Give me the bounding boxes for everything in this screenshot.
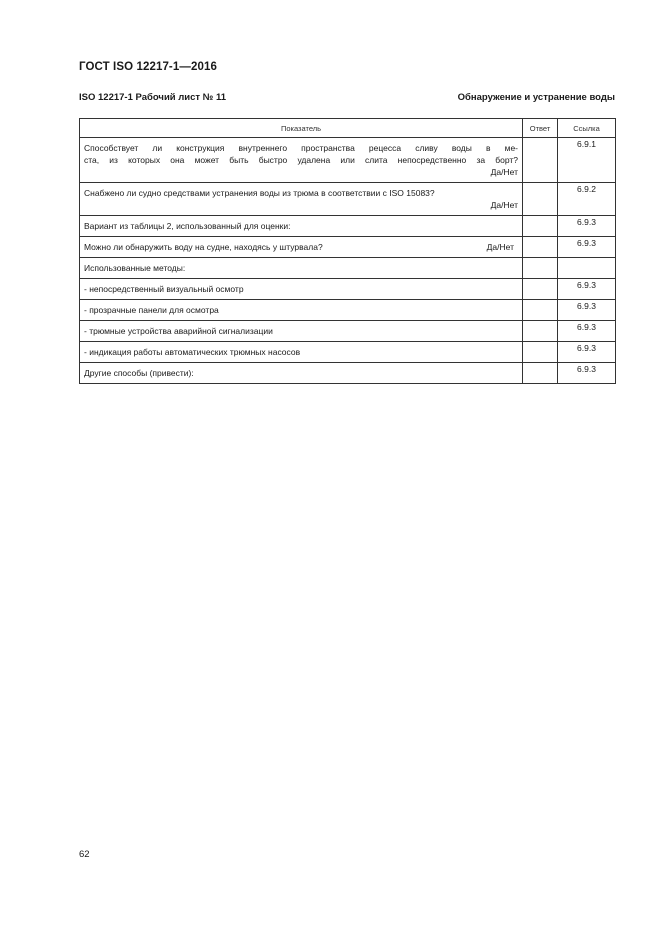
- column-header-reference: Ссылка: [558, 119, 616, 138]
- table-header-row: [80, 119, 616, 138]
- column-header-indicator: Показатель: [80, 119, 523, 138]
- reference-cell: 6.9.3: [558, 342, 616, 363]
- standard-title: ГОСТ ISO 12217-1—2016: [79, 61, 217, 73]
- answer-cell: [523, 258, 558, 279]
- indicator-cell: [80, 342, 523, 363]
- answer-cell[interactable]: [523, 216, 558, 237]
- reference-cell: 6.9.2: [558, 183, 616, 216]
- column-header-answer: Ответ: [523, 119, 558, 138]
- indicator-cell: [80, 183, 523, 216]
- reference-cell: [558, 258, 616, 279]
- reference-cell: 6.9.3: [558, 363, 616, 384]
- reference-cell: 6.9.3: [558, 279, 616, 300]
- yes-no-label: Да/Нет: [486, 242, 514, 252]
- answer-cell[interactable]: [523, 363, 558, 384]
- answer-cell[interactable]: [523, 342, 558, 363]
- reference-cell: 6.9.1: [558, 138, 616, 183]
- indicator-cell: [80, 138, 523, 183]
- table-row: [80, 237, 616, 258]
- question-text-line: Снабжено ли судно средствами устранения воды из трюма в соответствии с ISO 15083?: [84, 188, 435, 198]
- answer-cell[interactable]: [523, 183, 558, 216]
- table-row: [80, 258, 616, 279]
- reference-cell: 6.9.3: [558, 216, 616, 237]
- reference-cell: 6.9.3: [558, 237, 616, 258]
- question-text: Вариант из таблицы 2, использованный для оценки:: [84, 221, 291, 231]
- worksheet-title: ISO 12217-1 Рабочий лист № 11: [79, 92, 226, 103]
- indicator-cell: [80, 321, 523, 342]
- table-row: [80, 183, 616, 216]
- page-number: 62: [79, 849, 90, 860]
- worksheet-table: [79, 118, 616, 384]
- method-item: - прозрачные панели для осмотра: [84, 305, 219, 315]
- table-row: [80, 363, 616, 384]
- yes-no-label: Да/Нет: [490, 167, 518, 177]
- reference-cell: 6.9.3: [558, 321, 616, 342]
- answer-cell[interactable]: [523, 237, 558, 258]
- table-row: [80, 279, 616, 300]
- table-row: [80, 300, 616, 321]
- table-row: [80, 342, 616, 363]
- table-row: [80, 216, 616, 237]
- indicator-cell: [80, 258, 523, 279]
- answer-cell[interactable]: [523, 300, 558, 321]
- indicator-cell: [80, 237, 523, 258]
- method-item: - трюмные устройства аварийной сигнализации: [84, 326, 273, 336]
- question-text: Можно ли обнаружить воду на судне, находясь у штурвала?: [84, 242, 323, 252]
- indicator-cell: [80, 216, 523, 237]
- yes-no-label: Да/Нет: [490, 200, 518, 210]
- indicator-cell: [80, 279, 523, 300]
- indicator-cell: [80, 300, 523, 321]
- answer-cell[interactable]: [523, 138, 558, 183]
- method-item: - непосредственный визуальный осмотр: [84, 284, 244, 294]
- question-text: Другие способы (привести):: [84, 368, 194, 378]
- question-text-line: ста, из которых она может быть быстро удалена или слита непосредственно за борт?: [84, 155, 518, 165]
- answer-cell[interactable]: [523, 321, 558, 342]
- answer-cell[interactable]: [523, 279, 558, 300]
- question-text-line: Способствует ли конструкция внутреннего пространства рецесса сливу воды в ме-: [84, 143, 518, 153]
- worksheet-topic: Обнаружение и устранение воды: [457, 92, 615, 103]
- table-row: [80, 321, 616, 342]
- table-row: [80, 138, 616, 183]
- method-item: - индикация работы автоматических трюмных насосов: [84, 347, 301, 357]
- indicator-cell: [80, 363, 523, 384]
- section-label: Использованные методы:: [84, 263, 186, 273]
- reference-cell: 6.9.3: [558, 300, 616, 321]
